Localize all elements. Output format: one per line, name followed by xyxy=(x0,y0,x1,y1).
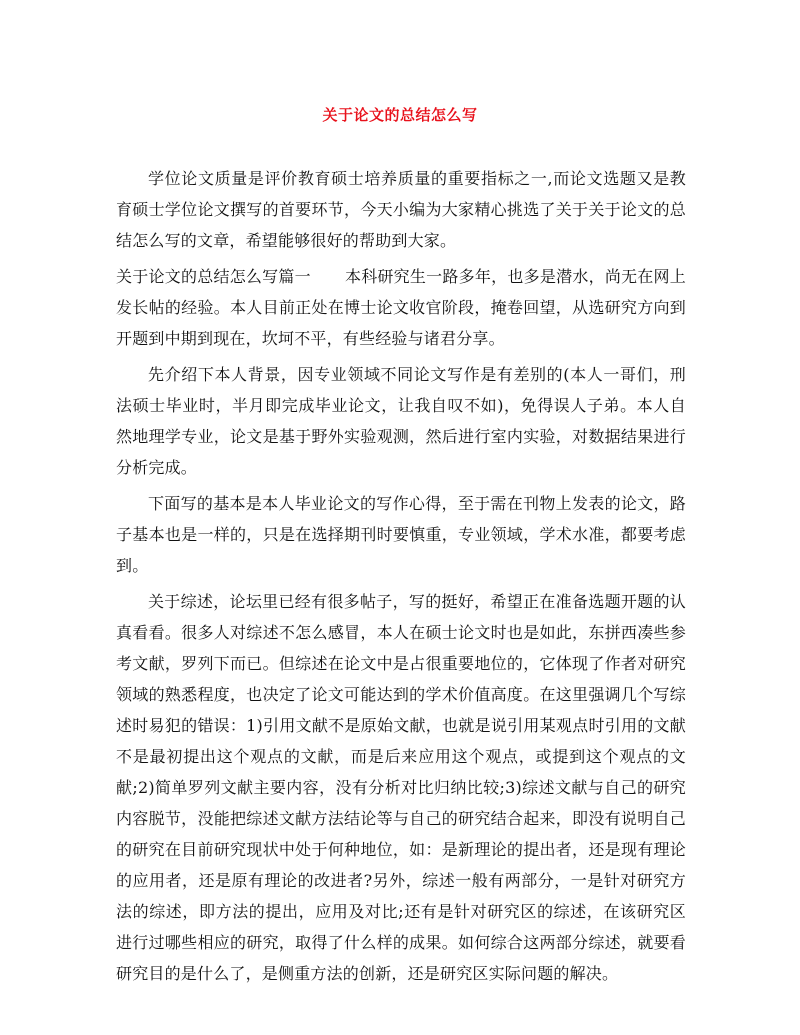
paragraph-writing-notes: 下面写的基本是本人毕业论文的写作心得，至于需在刊物上发表的论文，路子基本也是一样的，只是在选择期刊时要慎重，专业领域，学术水准，都要考虑到。 xyxy=(116,494,686,575)
paragraph-literature-review: 关于综述，论坛里已经有很多帖子，写的挺好，希望正在准备选题开题的认真看看。很多人对综述不怎么感冒，本人在硕士论文时也是如此，东拼西凑些参考文献，罗列下而已。但综述在论文中是占很重要地位的，它体现了作者对研究领域的熟悉程度，也决定了论文可能达到的学术价值高度。在这里强调几个写综述时易犯的错误：1)引用文献不是原始文献，也就是说引用某观点时引用的文献不是最初提出这个观点的文献，而是后来应用这个观点，或提到这个观点的文献;2)简单罗列文献主要内容，没有分析对比归纳比较;3)综述文献与自己的研究内容脱节，没能把综述文献方法结论等与自己的研究结合起来，即没有说明自己的研究在目前研究现状中处于何种地位，如：是新理论的提出者，还是现有理论的应用者，还是原有理论的改进者?另外，综述一般有两部分，一是针对研究方法的综述，即方法的提出，应用及对比;还有是针对研究区的综述，在该研究区进行过哪些相应的研究，取得了什么样的成果。如何综合这两部分综述，就要看研究目的是什么了，是侧重方法的创新，还是研究区实际问题的解决。 xyxy=(116,592,686,983)
paragraph-background: 先介绍下本人背景，因专业领域不同论文写作是有差别的(本人一哥们，刑法硕士毕业时，半月即完成毕业论文，让我自叹不如)，免得误人子弟。本人自然地理学专业，论文是基于野外实验观测，然后进行室内实验，对数据结果进行分析完成。 xyxy=(116,365,686,477)
paragraph-intro: 学位论文质量是评价教育硕士培养质量的重要指标之一,而论文选题又是教育硕士学位论文撰写的首要环节，今天小编为大家精心挑选了关于关于论文的总结怎么写的文章，希望能够很好的帮助到大家。 xyxy=(116,169,686,250)
section-one-text: 本科研究生一路多年，也多是潜水，尚无在网上发长帖的经验。本人目前正处在博士论文收官阶段，掩卷回望，从选研究方向到开题到中期到现在，坎坷不平，有些经验与诸君分享。 xyxy=(116,267,686,348)
document-body xyxy=(116,163,686,994)
paragraph-section-one xyxy=(116,261,686,354)
section-heading: 关于论文的总结怎么写篇一 xyxy=(116,267,311,286)
document-title: 关于论文的总结怎么写 xyxy=(322,106,478,124)
